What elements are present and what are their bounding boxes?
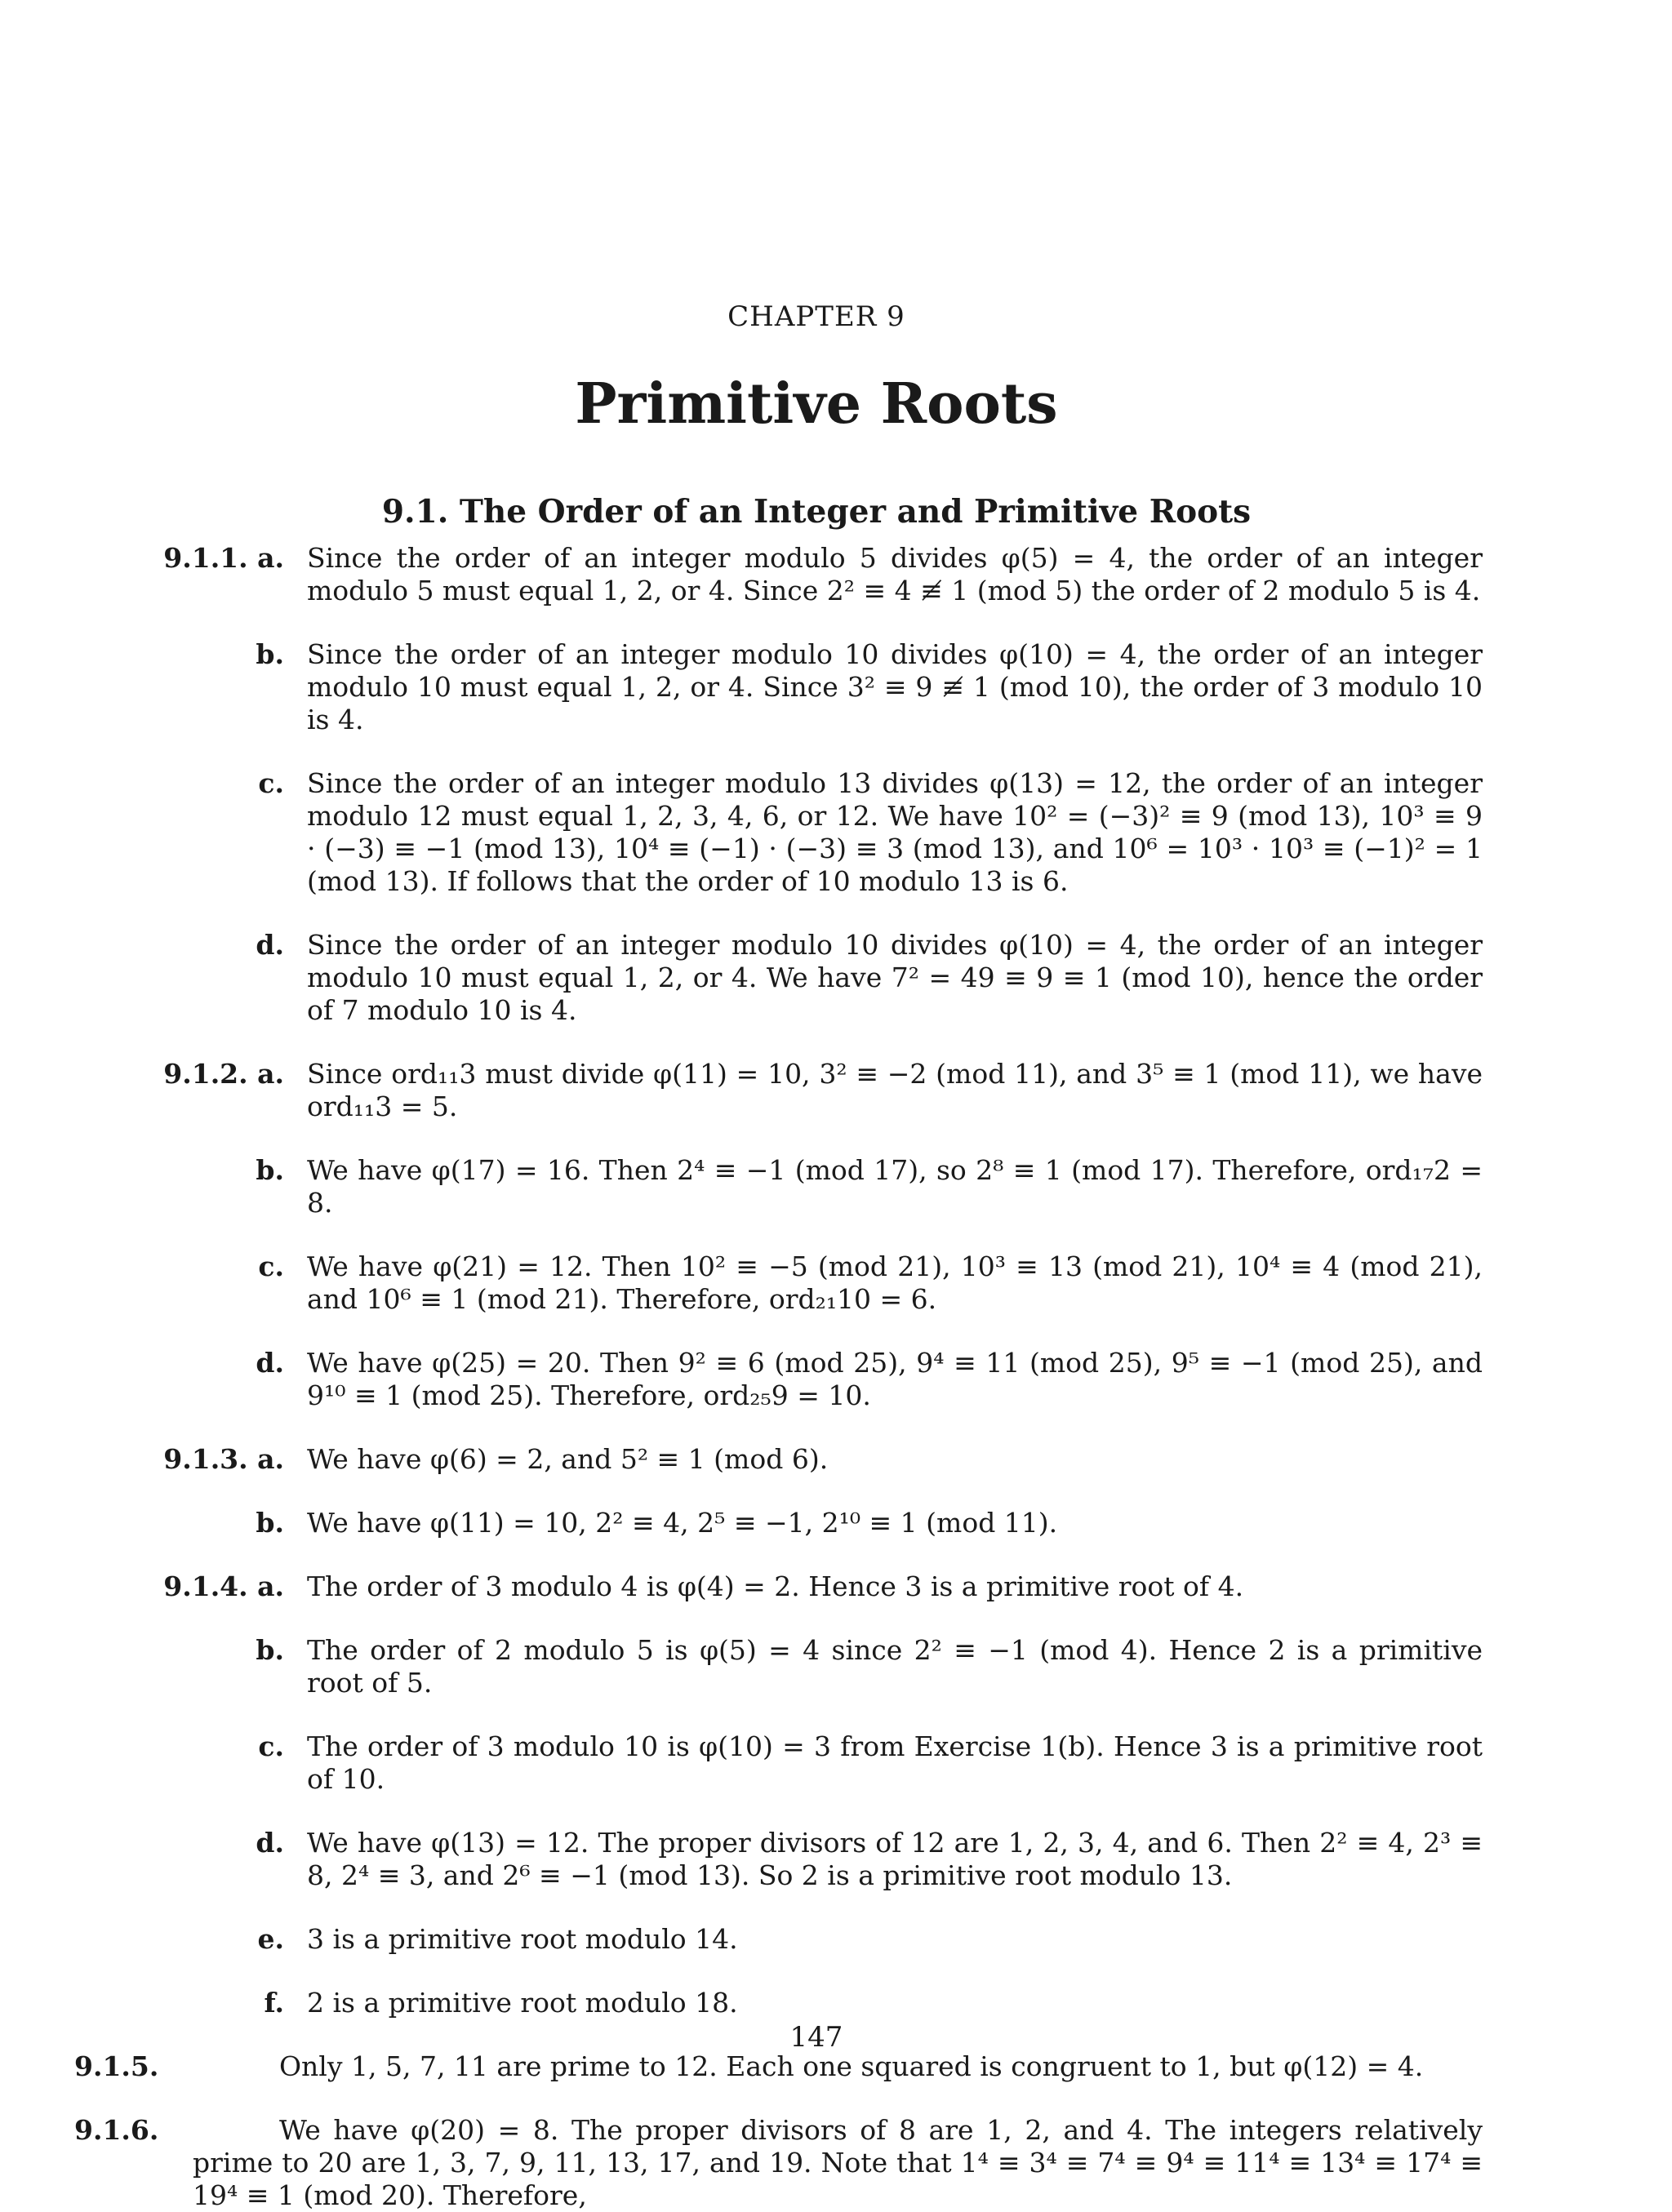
exercise-item	[193, 638, 1483, 736]
exercise-item	[163, 542, 1483, 607]
exercise-solutions	[74, 542, 1483, 2212]
exercise-item	[193, 1154, 1483, 1219]
exercise-item	[193, 1250, 1483, 1316]
exercise-text: The order of 3 modulo 4 is φ(4) = 2. Hence 3 is a primitive root of 4.	[307, 1570, 1244, 1602]
exercise-item	[74, 2114, 1483, 2212]
exercise-number: 9.1.3. a.	[163, 1443, 284, 1475]
exercise-number: c.	[258, 1730, 284, 1762]
exercise-item	[163, 1058, 1483, 1123]
exercise-text: Since ord₁₁3 must divide φ(11) = 10, 3² ≡ −2 (mod 11), and 3⁵ ≡ 1 (mod 11), we have ord₁₁3 = 5.	[307, 1058, 1483, 1122]
exercise-number: 9.1.2. a.	[163, 1058, 284, 1090]
exercise-number: d.	[256, 1827, 284, 1859]
exercise-number: d.	[256, 1347, 284, 1379]
exercise-text: We have φ(21) = 12. Then 10² ≡ −5 (mod 21), 10³ ≡ 13 (mod 21), 10⁴ ≡ 4 (mod 21), and 10⁶ ≡ 1 (mod 21). Therefore, ord₂₁10 = 6.	[307, 1250, 1483, 1315]
exercise-number: 9.1.6.	[74, 2114, 159, 2146]
exercise-text: We have φ(20) = 8. The proper divisors of 8 are 1, 2, and 4. The integers relatively prime to 20 are 1, 3, 7, 9, 11, 13, 17, and 19. Note that 1⁴ ≡ 3⁴ ≡ 7⁴ ≡ 9⁴ ≡ 11⁴ ≡ 13⁴ ≡ 17⁴ ≡ 19⁴ ≡ 1 (mod 20). Therefore,	[193, 2114, 1483, 2211]
exercise-item	[193, 1923, 1483, 1956]
exercise-text: We have φ(17) = 16. Then 2⁴ ≡ −1 (mod 17), so 2⁸ ≡ 1 (mod 17). Therefore, ord₁₇2 = 8.	[307, 1154, 1483, 1219]
exercise-number: 9.1.1. a.	[163, 542, 284, 574]
exercise-number: b.	[256, 638, 284, 670]
exercise-text: The order of 2 modulo 5 is φ(5) = 4 since 2² ≡ −1 (mod 4). Hence 2 is a primitive root of 5.	[307, 1634, 1483, 1699]
exercise-number: b.	[256, 1507, 284, 1539]
exercise-text: Since the order of an integer modulo 10 divides φ(10) = 4, the order of an integer modulo 10 must equal 1, 2, or 4. Since 3² ≡ 9 ≢ 1 (mod 10), the order of 3 modulo 10 is 4.	[307, 638, 1483, 735]
exercise-number: f.	[264, 1987, 284, 2019]
chapter-label: CHAPTER 9	[727, 300, 905, 333]
exercise-item	[74, 2050, 1483, 2083]
exercise-text: Since the order of an integer modulo 10 divides φ(10) = 4, the order of an integer modulo 10 must equal 1, 2, or 4. We have 7² = 49 ≡ 9 ≡ 1 (mod 10), hence the order of 7 modulo 10 is 4.	[307, 929, 1483, 1026]
exercise-item	[193, 1507, 1483, 1539]
exercise-text: Since the order of an integer modulo 13 divides φ(13) = 12, the order of an integer modulo 12 must equal 1, 2, 3, 4, 6, or 12. We have 10² = (−3)² ≡ 9 (mod 13), 10³ ≡ 9 · (−3) ≡ −1 (mod 13), 10⁴ ≡ (−1) · (−3) ≡ 3 (mod 13), and 10⁶ = 10³ · 10³ ≡ (−1)² = 1 (mod 13). If follows that the order of 10 modulo 13 is 6.	[307, 767, 1483, 897]
exercise-text: We have φ(13) = 12. The proper divisors of 12 are 1, 2, 3, 4, and 6. Then 2² ≡ 4, 2³ ≡ 8, 2⁴ ≡ 3, and 2⁶ ≡ −1 (mod 13). So 2 is a primitive root modulo 13.	[307, 1827, 1483, 1891]
exercise-item	[163, 1570, 1483, 1603]
exercise-item	[193, 767, 1483, 898]
page-number: 147	[789, 2021, 843, 2054]
exercise-text: 3 is a primitive root modulo 14.	[307, 1923, 738, 1955]
exercise-item	[193, 1634, 1483, 1699]
exercise-text: The order of 3 modulo 10 is φ(10) = 3 from Exercise 1(b). Hence 3 is a primitive root of 10.	[307, 1730, 1483, 1795]
exercise-item	[193, 1987, 1483, 2019]
exercise-number: c.	[258, 1250, 284, 1282]
exercise-number: b.	[256, 1154, 284, 1186]
exercise-number: e.	[257, 1923, 284, 1955]
exercise-number: b.	[256, 1634, 284, 1666]
section-title: 9.1. The Order of an Integer and Primitive Roots	[381, 493, 1252, 531]
exercise-text: We have φ(11) = 10, 2² ≡ 4, 2⁵ ≡ −1, 2¹⁰ ≡ 1 (mod 11).	[307, 1507, 1058, 1539]
exercise-number: 9.1.5.	[74, 2050, 159, 2082]
chapter-title: Primitive Roots	[575, 371, 1058, 437]
exercise-item	[193, 1347, 1483, 1412]
exercise-text: Since the order of an integer modulo 5 divides φ(5) = 4, the order of an integer modulo 5 must equal 1, 2, or 4. Since 2² ≡ 4 ≢ 1 (mod 5) the order of 2 modulo 5 is 4.	[307, 542, 1483, 606]
exercise-text: 2 is a primitive root modulo 18.	[307, 1987, 738, 2019]
exercise-number: d.	[256, 929, 284, 961]
exercise-item	[163, 1443, 1483, 1476]
exercise-text: Only 1, 5, 7, 11 are prime to 12. Each one squared is congruent to 1, but φ(12) = 4.	[279, 2050, 1424, 2082]
exercise-item	[193, 1730, 1483, 1796]
exercise-number: c.	[258, 767, 284, 799]
exercise-text: We have φ(25) = 20. Then 9² ≡ 6 (mod 25), 9⁴ ≡ 11 (mod 25), 9⁵ ≡ −1 (mod 25), and 9¹⁰ ≡ 1 (mod 25). Therefore, ord₂₅9 = 10.	[307, 1347, 1483, 1411]
exercise-number: 9.1.4. a.	[163, 1570, 284, 1602]
exercise-text: We have φ(6) = 2, and 5² ≡ 1 (mod 6).	[307, 1443, 829, 1475]
exercise-item	[193, 929, 1483, 1027]
exercise-item	[193, 1827, 1483, 1892]
